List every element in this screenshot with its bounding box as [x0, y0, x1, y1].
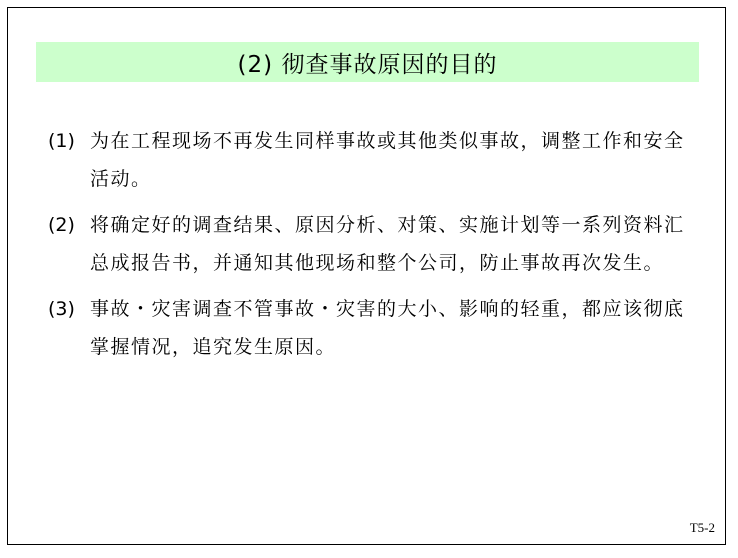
- list-item: [48, 290, 688, 366]
- item-list: [48, 122, 688, 374]
- item-number: (3): [48, 298, 75, 320]
- slide: [7, 7, 726, 545]
- slide-title: (2) 彻查事故原因的目的: [36, 42, 699, 82]
- item-text: 事故・灾害调查不管事故・灾害的大小、影响的轻重，都应该彻底掌握情况，追究发生原因。: [90, 298, 685, 358]
- item-number: (2): [48, 214, 75, 236]
- page-code: T5-2: [689, 520, 715, 535]
- list-item: [48, 122, 688, 198]
- list-item: [48, 206, 688, 282]
- item-number: (1): [48, 130, 75, 152]
- item-text: 为在工程现场不再发生同样事故或其他类似事故，调整工作和安全活动。: [90, 130, 685, 190]
- item-text: 将确定好的调查结果、原因分析、对策、实施计划等一系列资料汇总成报告书，并通知其他现场和整个公司，防止事故再次发生。: [90, 214, 685, 274]
